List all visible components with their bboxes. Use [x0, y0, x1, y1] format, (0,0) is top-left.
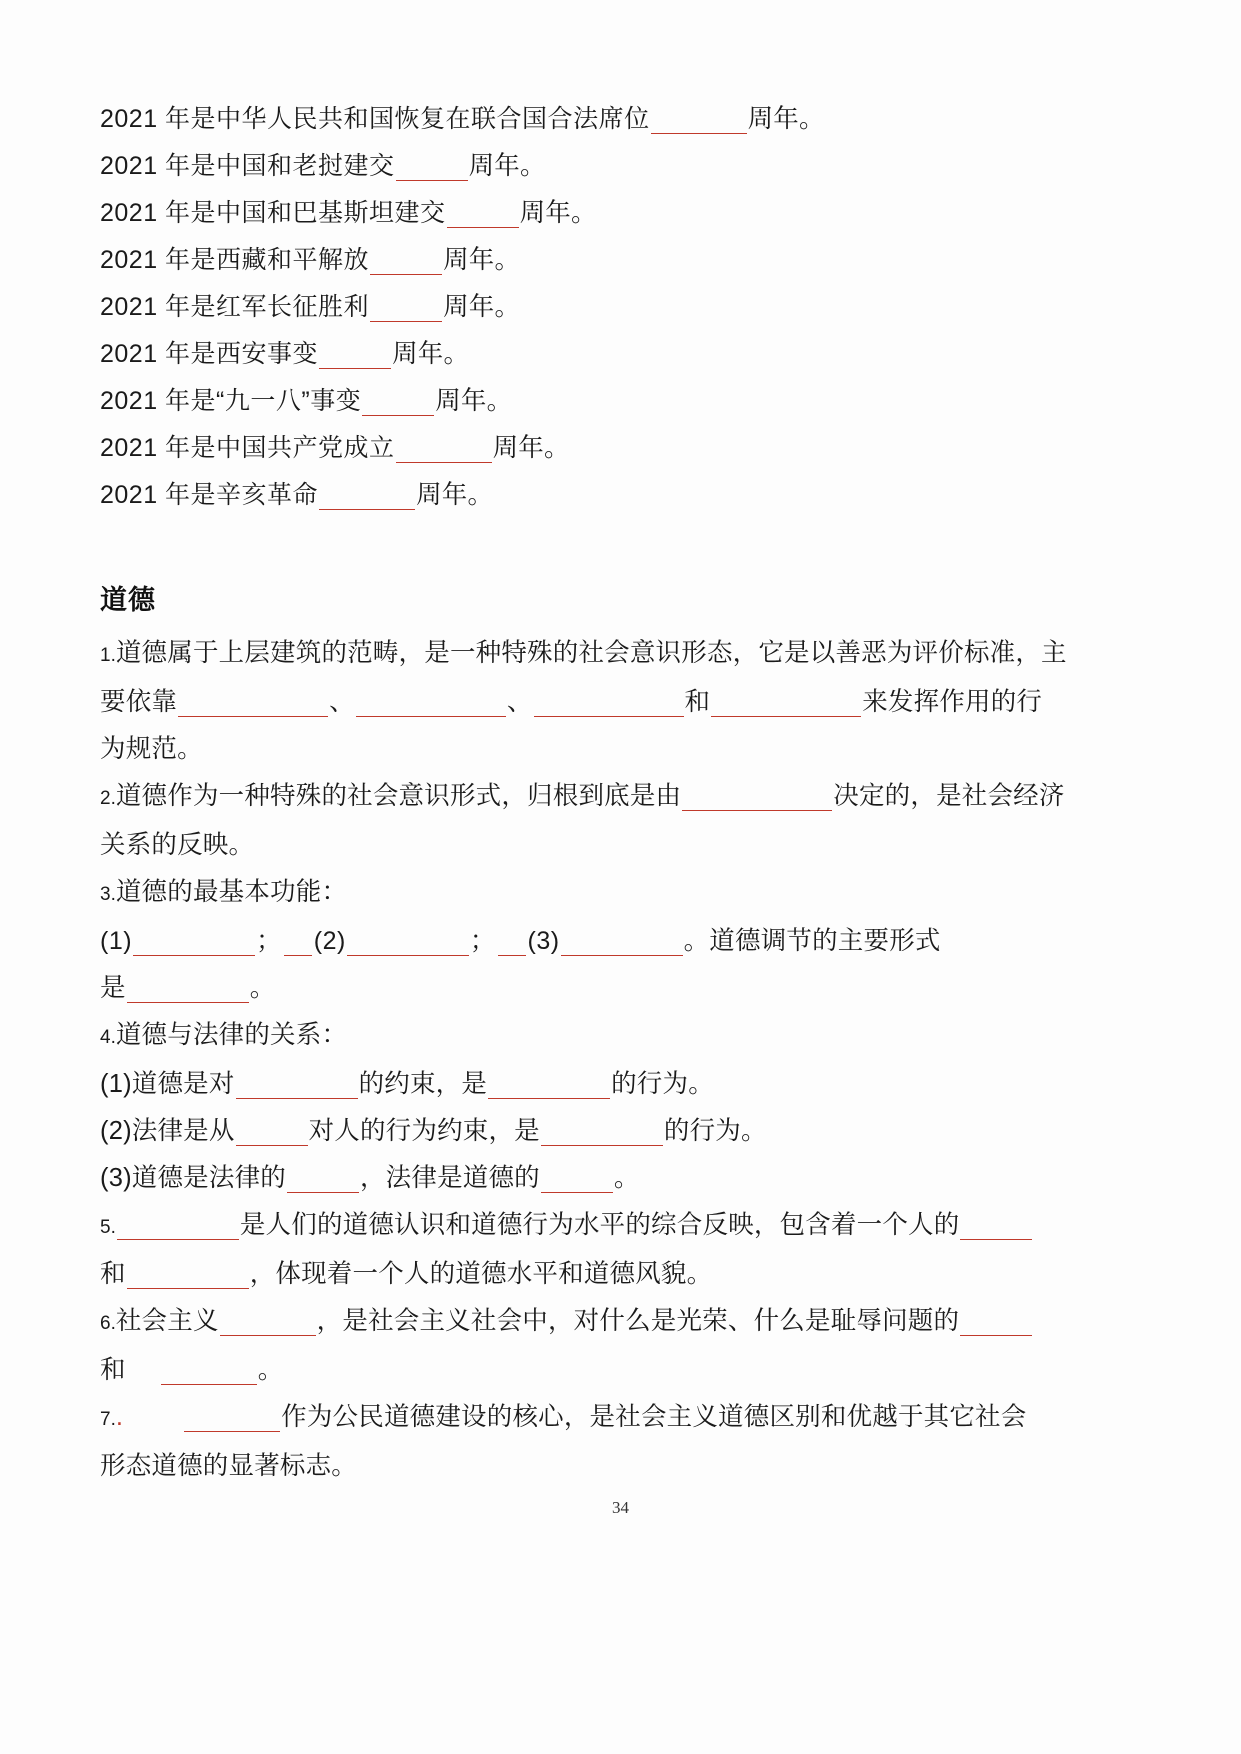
morality-item-1	[100, 630, 1110, 773]
item-text: 作为公民道德建设的核心，是社会主义道德区别和优越于其它社会	[281, 1403, 1027, 1431]
fill-blank-short[interactable]	[498, 925, 526, 957]
anniversary-suffix: 周年。	[435, 387, 513, 415]
fill-blank[interactable]	[356, 686, 506, 718]
item-7-line-2	[100, 1443, 1110, 1490]
item-number: 1.	[100, 645, 116, 666]
conjunction: 和	[684, 688, 711, 716]
anniversary-item	[100, 96, 1110, 143]
item-text: 决定的，是社会经济	[833, 782, 1065, 810]
anniversary-prefix: 2021 年是西安事变	[100, 340, 319, 368]
item-3-title	[100, 869, 1110, 918]
sub-label-3: (3)	[527, 927, 560, 955]
anniversary-suffix: 周年。	[443, 246, 521, 274]
sub-label-1: (1)	[100, 927, 133, 955]
fill-blank[interactable]	[960, 1305, 1032, 1337]
anniversary-suffix: 周年。	[392, 340, 470, 368]
item-text: 关系的反映。	[100, 831, 255, 859]
anniversary-item	[100, 331, 1110, 378]
anniversary-suffix: 周年。	[519, 199, 597, 227]
item-text: 来发挥作用的行	[862, 688, 1043, 716]
item-text: (2)法律是从	[100, 1117, 235, 1145]
anniversary-prefix: 2021 年是红军长征胜利	[100, 293, 370, 321]
page-number: 34	[612, 1498, 629, 1517]
fill-blank[interactable]	[319, 479, 415, 511]
fill-blank[interactable]	[561, 925, 683, 957]
item-1-line-3	[100, 726, 1110, 773]
fill-blank[interactable]	[711, 686, 861, 718]
fill-blank[interactable]	[534, 686, 684, 718]
separator: ；	[469, 927, 496, 955]
anniversary-item	[100, 472, 1110, 519]
item-text: 道德与法律的关系：	[115, 1021, 348, 1049]
fill-blank[interactable]	[127, 1258, 249, 1290]
item-text: 。	[257, 1356, 284, 1384]
item-text: 是人们的道德认识和道德行为水平的综合反映，包含着一个人的	[239, 1211, 960, 1239]
item-number: 2.	[100, 788, 116, 809]
page-footer	[0, 1498, 1241, 1518]
fill-blank-short[interactable]	[284, 925, 312, 957]
morality-item-4	[100, 1012, 1110, 1202]
anniversary-prefix: 2021 年是辛亥革命	[100, 481, 319, 509]
separator: ；	[256, 927, 282, 955]
item-2-line-2	[100, 822, 1110, 869]
fill-blank[interactable]	[370, 244, 442, 276]
item-5-line-2	[100, 1251, 1110, 1298]
anniversary-prefix: 2021 年是中华人民共和国恢复在联合国合法席位	[100, 105, 650, 133]
morality-item-5	[100, 1202, 1110, 1298]
item-3-line-2	[100, 965, 1110, 1012]
fill-blank[interactable]	[220, 1305, 316, 1337]
item-3-line-1	[100, 918, 1110, 965]
item-4-title	[100, 1012, 1110, 1061]
fill-blank[interactable]	[651, 103, 747, 135]
item-text: 道德的最基本功能：	[115, 878, 348, 906]
fill-blank[interactable]	[184, 1401, 280, 1433]
anniversary-suffix: 周年。	[468, 152, 546, 180]
item-text: 形态道德的显著标志。	[100, 1452, 358, 1480]
fill-blank[interactable]	[488, 1068, 610, 1100]
item-2-line-1	[100, 773, 1110, 822]
anniversary-list	[100, 96, 1110, 519]
item-number: 5.	[100, 1217, 116, 1238]
item-text: 的行为。	[611, 1070, 714, 1098]
item-text: 道德属于上层建筑的范畴，是一种特殊的社会意识形态，它是以善恶为评价标准，主	[115, 639, 1067, 667]
fill-blank[interactable]	[236, 1068, 358, 1100]
anniversary-item	[100, 378, 1110, 425]
item-text: (1)道德是对	[100, 1070, 235, 1098]
item-text: 。	[613, 1164, 640, 1192]
fill-blank[interactable]	[541, 1162, 613, 1194]
item-text: 社会主义	[115, 1307, 219, 1335]
item-text: 的约束，是	[358, 1070, 488, 1098]
anniversary-item	[100, 284, 1110, 331]
item-1-line-2	[100, 679, 1110, 726]
fill-blank[interactable]	[161, 1354, 257, 1386]
section-heading-morality: 道德	[100, 585, 156, 615]
fill-blank[interactable]	[347, 925, 469, 957]
item-4-sub-1	[100, 1061, 1110, 1108]
item-number: 7.	[100, 1409, 116, 1430]
anniversary-item	[100, 237, 1110, 284]
item-text: 的行为。	[663, 1117, 767, 1145]
fill-blank[interactable]	[396, 432, 492, 464]
anniversary-suffix: 周年。	[416, 481, 494, 509]
anniversary-item	[100, 190, 1110, 237]
fill-blank[interactable]	[319, 338, 391, 370]
anniversary-suffix: 周年。	[443, 293, 521, 321]
fill-blank[interactable]	[178, 686, 328, 718]
morality-item-2	[100, 773, 1110, 869]
anniversary-prefix: 2021 年是中国和巴基斯坦建交	[100, 199, 446, 227]
item-text: 。道德调节的主要形式	[683, 927, 941, 955]
anniversary-suffix: 周年。	[492, 434, 570, 462]
fill-blank[interactable]	[447, 197, 519, 229]
item-text: ，是社会主义社会中，对什么是光荣、什么是耻辱问题的	[316, 1307, 960, 1335]
anniversary-suffix: 周年。	[747, 105, 825, 133]
item-text: 是	[100, 974, 126, 1002]
item-number: 4.	[100, 1027, 116, 1048]
page-content	[100, 96, 1110, 1490]
fill-blank[interactable]	[362, 385, 434, 417]
item-6-line-2	[100, 1347, 1110, 1394]
item-text: 和	[100, 1260, 126, 1288]
fill-blank[interactable]	[396, 150, 468, 182]
item-text: 道德作为一种特殊的社会意识形式，归根到底是由	[115, 782, 682, 810]
item-text: 。	[249, 974, 276, 1002]
item-4-sub-3	[100, 1155, 1110, 1202]
fill-blank[interactable]	[960, 1209, 1032, 1241]
separator: 、	[506, 688, 533, 716]
anniversary-item	[100, 425, 1110, 472]
accent-dot: .	[115, 1403, 124, 1431]
item-text: 为规范。	[100, 735, 203, 763]
item-text: ，法律是道德的	[359, 1164, 540, 1192]
fill-blank[interactable]	[117, 1209, 239, 1241]
fill-blank[interactable]	[541, 1115, 663, 1147]
anniversary-prefix: 2021 年是中国和老挝建交	[100, 152, 395, 180]
anniversary-prefix: 2021 年是中国共产党成立	[100, 434, 395, 462]
item-number: 3.	[100, 884, 116, 905]
fill-blank[interactable]	[682, 780, 832, 812]
anniversary-item	[100, 143, 1110, 190]
separator: 、	[329, 688, 355, 716]
item-6-line-1	[100, 1298, 1110, 1347]
fill-blank[interactable]	[236, 1115, 308, 1147]
morality-item-3	[100, 869, 1110, 1012]
item-4-sub-2	[100, 1108, 1110, 1155]
item-text: 要依靠	[100, 688, 178, 716]
fill-blank[interactable]	[133, 925, 255, 957]
fill-blank[interactable]	[370, 291, 442, 323]
fill-blank[interactable]	[287, 1162, 359, 1194]
item-text: ，体现着一个人的道德水平和道德风貌。	[249, 1260, 713, 1288]
anniversary-prefix: 2021 年是“九一八”事变	[100, 387, 362, 415]
item-text: (3)道德是法律的	[100, 1164, 286, 1192]
sub-label-2: (2)	[313, 927, 346, 955]
fill-blank[interactable]	[127, 972, 249, 1004]
item-1-line-1	[100, 630, 1110, 679]
item-text: 对人的行为约束，是	[308, 1117, 540, 1145]
item-number: 6.	[100, 1313, 116, 1334]
morality-item-7	[100, 1394, 1110, 1490]
anniversary-prefix: 2021 年是西藏和平解放	[100, 246, 370, 274]
item-5-line-1	[100, 1202, 1110, 1251]
item-7-line-1	[100, 1394, 1110, 1443]
morality-item-6	[100, 1298, 1110, 1394]
item-text: 和	[100, 1356, 126, 1384]
section-gap	[100, 519, 1110, 577]
